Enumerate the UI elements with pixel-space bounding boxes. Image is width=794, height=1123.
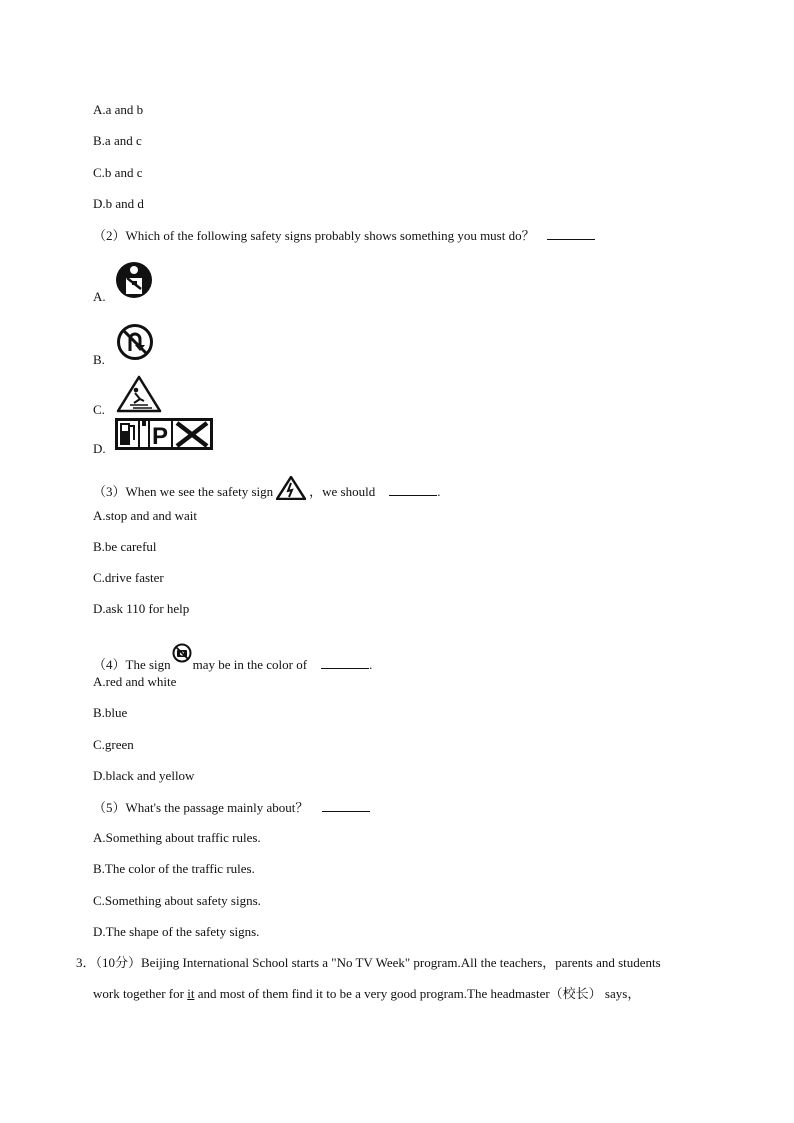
q5-option-a: A.Something about traffic rules. xyxy=(93,830,261,845)
seatbelt-sign-icon xyxy=(115,261,153,299)
q4-option-d: D.black and yellow xyxy=(93,768,195,783)
q4-stem-before: （4）The sign xyxy=(93,657,171,672)
q3-option-d: D.ask 110 for help xyxy=(93,601,190,616)
q2-option-c-label: C. xyxy=(93,402,105,417)
passage-text-before: work together for xyxy=(93,986,184,1001)
q1-option-d: D.b and d xyxy=(93,196,144,211)
q2-stem xyxy=(93,227,595,244)
q5-option-d: D.The shape of the safety signs. xyxy=(93,924,260,939)
q5-option-b: B.The color of the traffic rules. xyxy=(93,861,255,876)
answer-blank[interactable] xyxy=(547,227,595,240)
question-3-line-2 xyxy=(93,986,640,1002)
q5-option-c: C.Something about safety signs. xyxy=(93,893,261,908)
q4-option-c: C.green xyxy=(93,737,134,752)
question-number: 3． xyxy=(76,955,96,970)
q1-option-a: A.a and b xyxy=(93,102,144,117)
q3-stem-before: （3）When we see the safety sign xyxy=(93,484,274,499)
q5-stem xyxy=(93,799,370,816)
warning-triangle-sign-icon xyxy=(276,476,306,500)
q2-option-a-label: A. xyxy=(93,289,106,304)
answer-blank[interactable] xyxy=(321,656,369,669)
no-photography-sign-icon xyxy=(172,643,192,663)
fuel-repair-restaurant-sign-icon xyxy=(115,418,213,450)
answer-blank[interactable] xyxy=(389,483,437,496)
q1-option-c: C.b and c xyxy=(93,165,143,180)
question-3-line-1 xyxy=(76,955,661,971)
q3-option-b: B.be careful xyxy=(93,539,157,554)
q3-option-a: A.stop and and wait xyxy=(93,508,197,523)
blank-period: . xyxy=(437,484,441,499)
q3-stem xyxy=(93,476,440,500)
q2-option-d-label: D. xyxy=(93,441,106,456)
passage-text: （10分）Beijing International School starts a "No TV Week" program.All the teachers，parents and students xyxy=(95,955,661,970)
q4-stem xyxy=(93,643,372,673)
q1-option-b: B.a and c xyxy=(93,133,142,148)
sign-d-letter-p: P xyxy=(151,423,169,450)
blank-period: . xyxy=(369,657,373,672)
slippery-warning-sign-icon xyxy=(116,375,162,413)
q3-option-c: C.drive faster xyxy=(93,570,164,585)
q4-option-a: A.red and white xyxy=(93,674,177,689)
q4-stem-after: may be in the color of xyxy=(192,657,308,672)
passage-text-after: and most of them find it to be a very good program.The headmaster（校长） says， xyxy=(197,986,641,1001)
q4-option-b: B.blue xyxy=(93,705,128,720)
underlined-word: it xyxy=(187,986,195,1001)
q2-stem-text: （2）Which of the following safety signs probably shows something you must do？ xyxy=(93,228,535,243)
q3-stem-after: ，we should xyxy=(309,484,376,499)
q5-stem-text: （5）What's the passage mainly about？ xyxy=(93,800,309,815)
answer-blank[interactable] xyxy=(322,799,370,812)
q2-option-b-label: B. xyxy=(93,352,105,367)
no-u-turn-sign-icon xyxy=(116,323,154,361)
